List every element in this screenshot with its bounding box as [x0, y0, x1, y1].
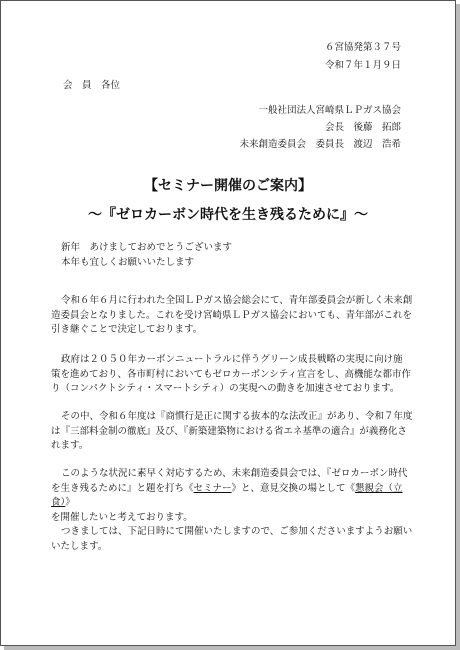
doc-number: ６宮協発第３７号	[324, 42, 401, 53]
paragraph-2	[51, 353, 415, 397]
paragraph-1	[51, 294, 415, 338]
doc-date: 令和７年１月９日	[324, 60, 401, 71]
paragraph-line: いたします。	[51, 540, 108, 552]
seminar-text: セミナー	[193, 482, 232, 494]
paragraph-line: 策を進めており、各市町村においてもゼロカーボンシティ宣言をし、高機能な都市作	[51, 368, 412, 380]
paragraph-line: 造委員会となりました。これを受け宮崎県ＬＰガス協会においても、青年部がこれを	[51, 309, 413, 321]
paragraph-line: 令和６年６月に行われた全国ＬＰガス協会総会にて、青年部委員会が新しく未来創	[61, 295, 413, 306]
sender-org: 一般社団法人宮崎県ＬＰガス協会	[258, 105, 401, 116]
paragraph-line	[51, 482, 415, 511]
document-subtitle: ～『ゼロカーボン時代を生き残るために』～	[88, 207, 368, 223]
document-title: 【セミナー開催のご案内】	[144, 178, 312, 194]
text-span: 》と、意見交換の場として《	[231, 482, 356, 494]
paragraph-line: れます。	[51, 440, 89, 451]
paragraph-5	[51, 525, 415, 554]
text-span: を生き残るために』と題を打ち《	[51, 482, 194, 494]
paragraph-3	[51, 410, 415, 454]
paragraph-line: は『三部料金制の徹底』及び、『新築建築物における省エネ基準の適合』が義務化さ	[51, 425, 407, 437]
paragraph-line: このような状況に素早く対応するため、未来創造委員会では、『ゼロカーボン時代	[61, 468, 408, 479]
sender-president: 会長 後藤 拓郎	[324, 122, 401, 133]
sender-committee: 未来創造委員会 委員長 渡辺 浩希	[239, 139, 401, 150]
paragraph-line: つきましては、下記日時にて開催いたしますので、ご参加くださいますようお願い	[61, 526, 413, 537]
greeting	[61, 241, 425, 270]
paragraph-line: り（コンパクトシティ・スマートシティ）の実現への動きを加速させております。	[51, 383, 400, 394]
paragraph-line: その中、令和６年度は『商慣行是正に関する抜本的な法改正』があり、令和７年度	[61, 411, 413, 422]
paragraph-line: 引き継ぐことで決定しております。	[51, 324, 203, 335]
greeting-line: 新年 あけましておめでとうございます	[61, 242, 233, 253]
paragraph-line: 政府は２０５０年カーボンニュートラルに伴うグリーン成長戦略の実現に向け施	[61, 354, 403, 365]
paragraph-line: を開催したいと考えております。	[51, 511, 193, 523]
social-gathering-text: 懇親会（立食）	[51, 482, 403, 508]
text-span: 》	[65, 497, 75, 508]
paragraph-4	[51, 467, 415, 525]
greeting-line: 本年も宜しくお願いいたします	[61, 256, 195, 268]
recipient: 会 員 各位	[63, 80, 121, 91]
